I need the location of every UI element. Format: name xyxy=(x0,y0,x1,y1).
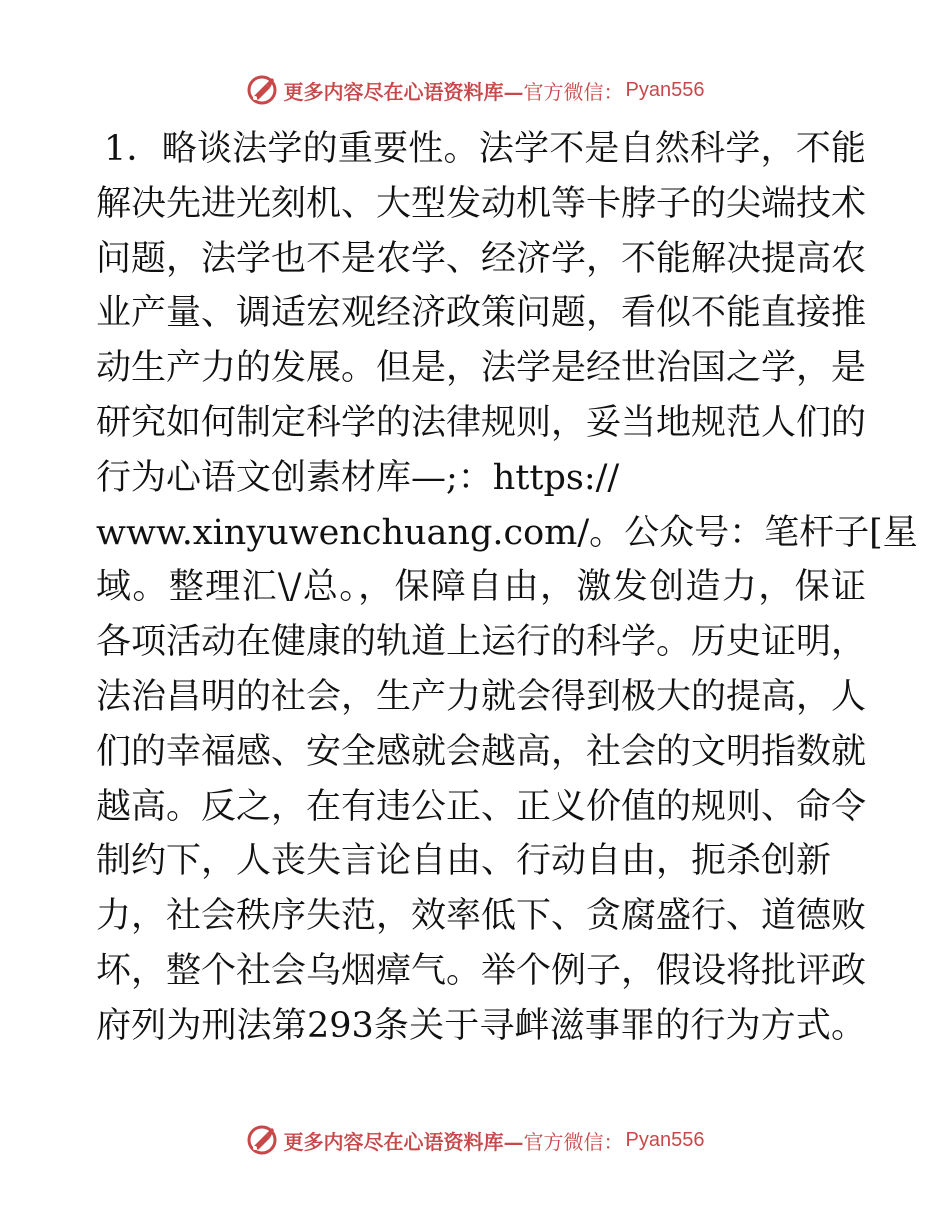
text-line: www.xinyuwenchuang.com/。公众号：笔杆子[星 xyxy=(96,512,918,553)
text-line: 研究如何制定科学的法律规则，妥当地规范人们的 xyxy=(96,402,867,443)
text-line: 行为心语文创素材库—;：https:// xyxy=(96,457,620,498)
text-line: 各项活动在健康的轨道上运行的科学。历史证明， xyxy=(96,622,867,663)
text-line: 越高。反之，在有违公正、正义价值的规则、命令 xyxy=(96,786,867,827)
text-line: 解决先进光刻机、大型发动机等卡脖子的尖端技术 xyxy=(96,183,867,224)
text-line: 制约下，人丧失言论自由、行动自由，扼杀创新 xyxy=(96,841,832,882)
logo-icon xyxy=(246,1124,278,1156)
text-line: 府列为刑法第293条关于寻衅滋事罪的行为方式。 xyxy=(96,1005,866,1046)
text-line: 1．略谈法学的重要性。法学不是自然科学，不能 xyxy=(104,129,866,169)
text-line: 动生产力的发展。但是，法学是经世治国之学，是 xyxy=(96,348,867,389)
text-line: 问题，法学也不是农学、经济学，不能解决提高农 xyxy=(96,238,867,279)
header-site-label: 更多内容尽在心语资料库— xyxy=(283,79,524,104)
footer-wechat-id: Pyan556 xyxy=(625,1128,705,1151)
footer-wechat-label: 官方微信： xyxy=(523,1129,624,1154)
text-line: 坏，整个社会乌烟瘴气。举个例子，假设将批评政 xyxy=(96,950,867,991)
footer-banner xyxy=(0,1120,950,1160)
text-line: 域。整理汇\/总。，保障自由，激发创造力，保证 xyxy=(96,567,866,608)
logo-icon xyxy=(246,74,278,106)
header-wechat-label: 官方微信： xyxy=(523,79,624,104)
text-line: 业产量、调适宏观经济政策问题，看似不能直接推 xyxy=(96,293,867,334)
header-banner xyxy=(0,70,950,110)
text-line: 们的幸福感、安全感就会越高，社会的文明指数就 xyxy=(96,731,867,772)
footer-site-label: 更多内容尽在心语资料库— xyxy=(283,1129,524,1154)
document-body xyxy=(96,122,918,1054)
text-line: 力，社会秩序失范，效率低下、贪腐盛行、道德败 xyxy=(96,896,867,937)
header-wechat-id: Pyan556 xyxy=(625,78,705,101)
text-line: 法治昌明的社会，生产力就会得到极大的提高，人 xyxy=(96,676,867,717)
